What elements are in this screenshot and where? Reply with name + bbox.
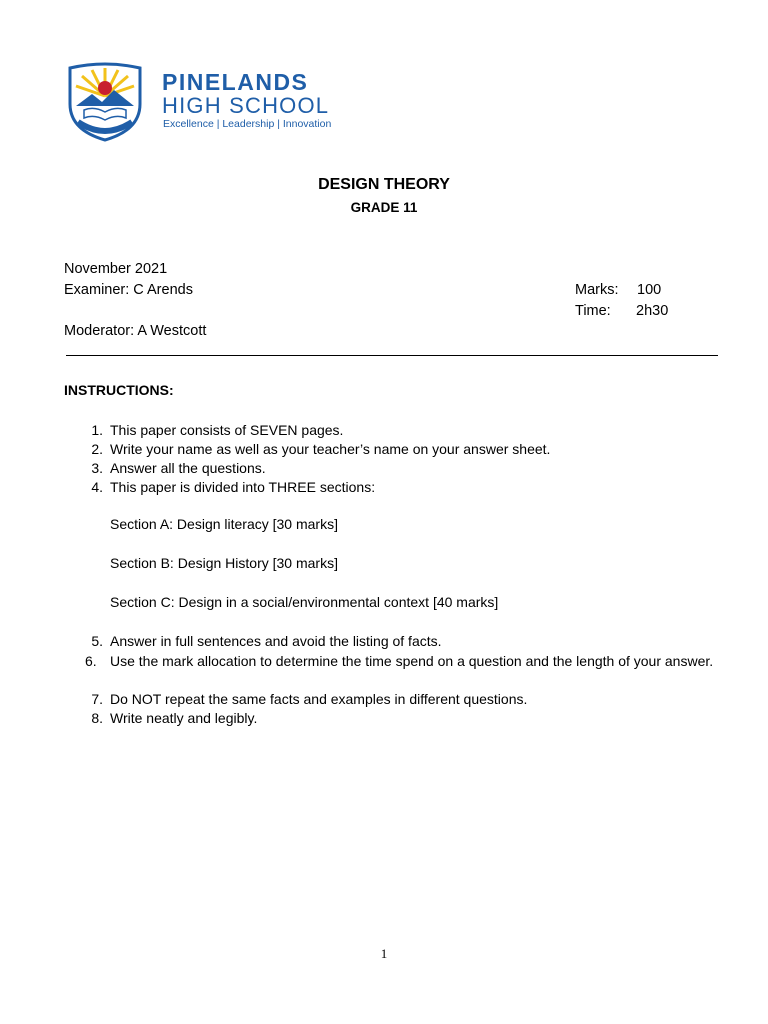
examiner: Examiner: C Arends — [64, 282, 193, 298]
list-item — [91, 478, 720, 497]
paper-grade: GRADE 11 — [350, 200, 418, 215]
divider-line — [66, 355, 718, 356]
page-number: 1 — [380, 946, 388, 961]
marks-label: Marks: — [575, 282, 619, 298]
list-item-number: 6. — [85, 653, 97, 669]
list-item-text: Use the mark allocation to determine the time spend on a question and the length of your answer. — [110, 653, 714, 669]
list-item — [91, 632, 720, 651]
list-item — [91, 440, 720, 459]
list-item-text: Answer all the questions. — [110, 460, 266, 476]
paper-title: DESIGN THEORY — [318, 176, 450, 193]
list-item — [91, 690, 720, 709]
time-value: 2h30 — [636, 303, 669, 319]
school-logo — [62, 62, 362, 142]
time-label: Time: — [575, 303, 611, 319]
section-b-line: Section B: Design History [30 marks] — [110, 555, 338, 571]
school-tagline: Excellence | Leadership | Innovation — [163, 118, 332, 130]
list-item-number: 7. — [91, 691, 103, 707]
list-item — [91, 459, 720, 478]
list-item-number: 8. — [91, 710, 103, 726]
school-name-subtitle: HIGH SCHOOL — [162, 93, 330, 118]
list-item-text: This paper consists of SEVEN pages. — [110, 422, 344, 438]
moderator: Moderator: A Westcott — [64, 323, 207, 339]
instructions-heading: INSTRUCTIONS: — [64, 382, 174, 398]
school-crest-icon — [62, 62, 148, 142]
list-item-number: 3. — [91, 460, 103, 476]
list-item-text: Write your name as well as your teacher’s name on your answer sheet. — [110, 441, 551, 457]
list-item-number: 5. — [91, 633, 103, 649]
list-item-number: 4. — [91, 479, 103, 495]
list-item-text: This paper is divided into THREE sections: — [110, 479, 376, 495]
section-a-line: Section A: Design literacy [30 marks] — [110, 516, 338, 532]
school-name: PINELANDS — [162, 69, 309, 95]
list-item-number: 1. — [91, 422, 103, 438]
section-c-line: Section C: Design in a social/environmental context [40 marks] — [110, 594, 499, 610]
exam-date: November 2021 — [64, 261, 168, 277]
list-item — [85, 652, 720, 671]
list-item-number: 2. — [91, 441, 103, 457]
list-item — [91, 709, 720, 728]
list-item-text: Write neatly and legibly. — [110, 710, 258, 726]
list-item — [91, 421, 720, 440]
marks-value: 100 — [637, 282, 662, 298]
list-item-text: Do NOT repeat the same facts and examples in different questions. — [110, 691, 528, 707]
list-item-text: Answer in full sentences and avoid the listing of facts. — [110, 633, 442, 649]
